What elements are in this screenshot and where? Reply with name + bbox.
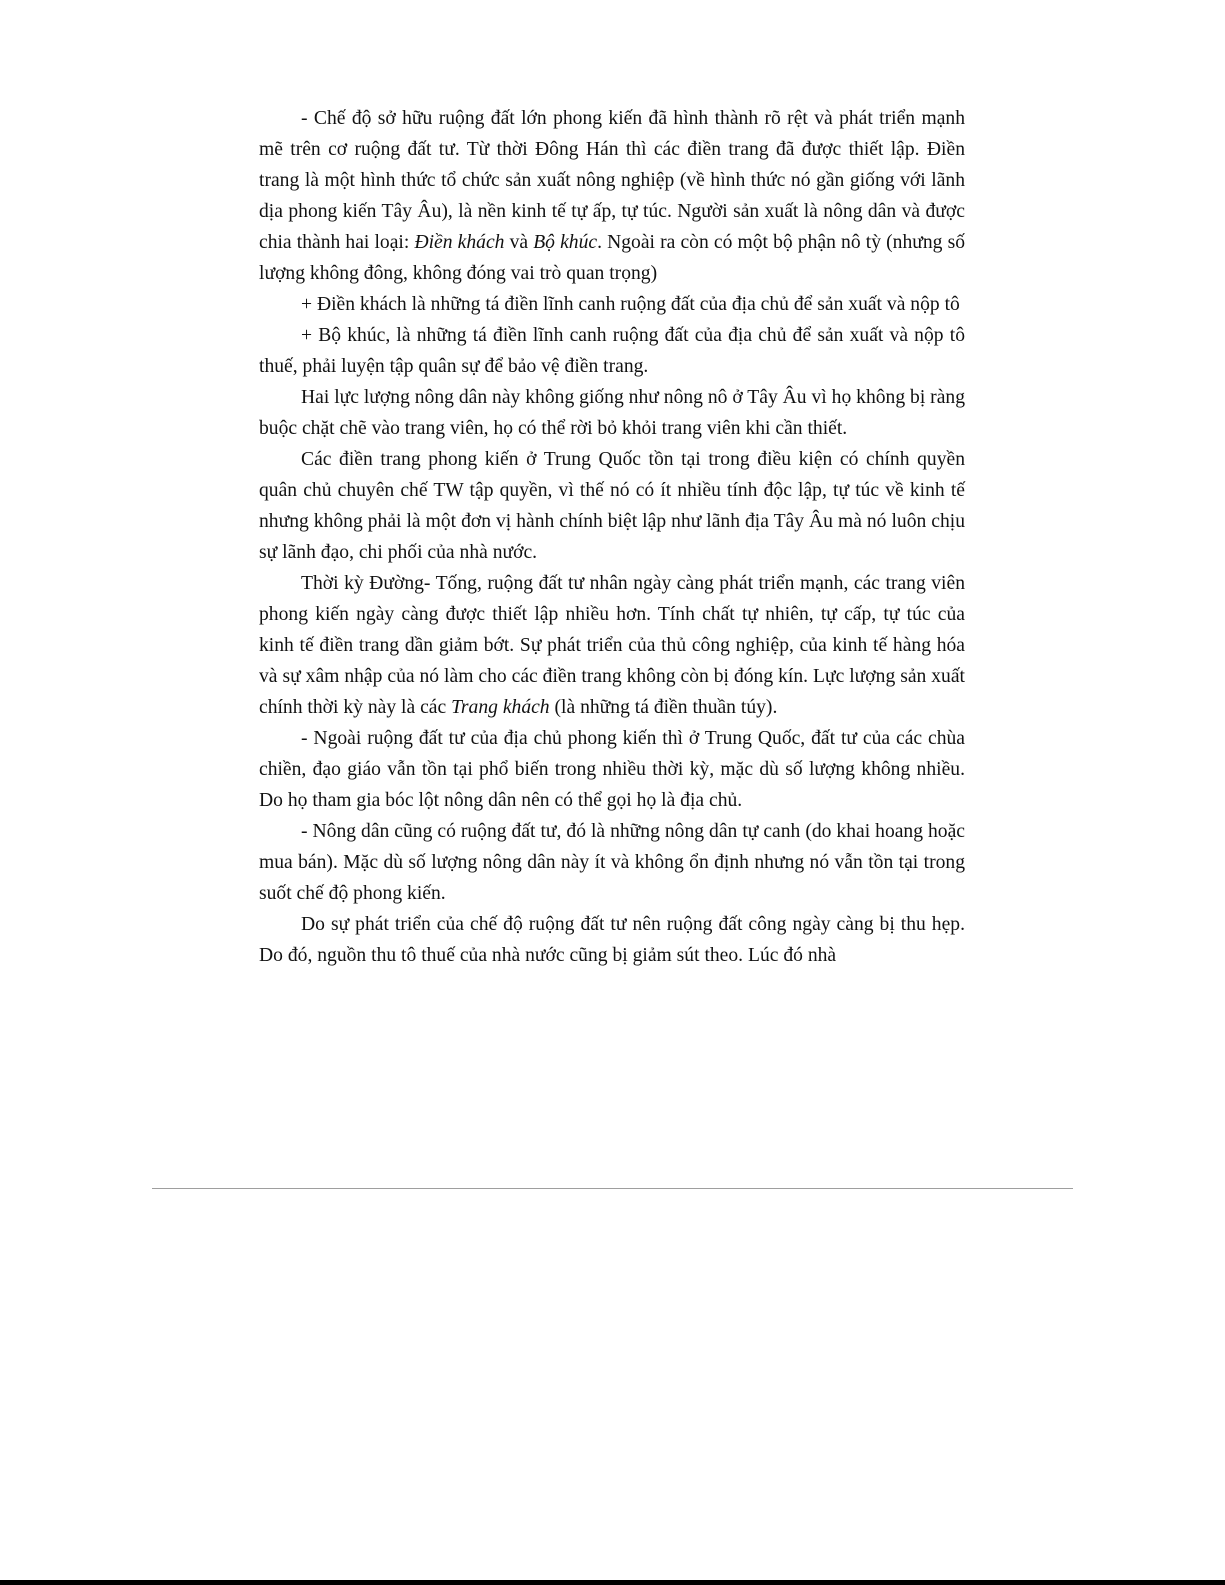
term-dien-khach: Điền khách	[414, 232, 505, 253]
text-segment: - Chế độ sở hữu ruộng đất lớn phong kiến đã hình thành rõ rệt và phát triển mạnh mẽ trên cơ ruộng đất tư. Từ thời Đông Hán thì các điền trang đã được thiết lập. Điền trang là một hình thức tổ chức sản xuất nông nghiệp (về hình thức nó gần giống với lãnh dịa phong kiến Tây Âu), là nền kinh tế tự ấp, tự túc. Người sản xuất là nông dân và được chia thành hai loại:	[259, 108, 965, 253]
term-bo-khuc: Bộ khúc	[533, 232, 598, 253]
paragraph-bo-khuc-definition	[259, 320, 965, 382]
text-segment: Thời kỳ Đường- Tống, ruộng đất tư nhân ngày càng phát triển mạnh, các trang viên phong kiến ngày càng được thiết lập nhiều hơn. Tính chất tự nhiên, tự cấp, tự túc của kinh tế điền trang dần giảm bớt. Sự phát triển của thủ công nghiệp, của kinh tế hàng hóa và sự xâm nhập của nó làm cho các điền trang không còn bị đóng kín. Lực lượng sản xuất chính thời kỳ này là các	[259, 573, 965, 718]
text-segment: - Nông dân cũng có ruộng đất tư, đó là những nông dân tự canh (do khai hoang hoặc mua bán). Mặc dù số lượng nông dân này ít và không ổn định nhưng nó vẫn tồn tại trong suốt chế độ phong kiến.	[259, 821, 965, 904]
text-segment: Các điền trang phong kiến ở Trung Quốc tồn tại trong điều kiện có chính quyền quân chủ chuyên chế TW tập quyền, vì thế nó có ít nhiều tính độc lập, tự túc về kinh tế nhưng không phải là một đơn vị hành chính biệt lập như lãnh địa Tây Âu mà nó luôn chịu sự lãnh đạo, chi phối của nhà nước.	[259, 449, 965, 563]
text-segment: . Ngoài ra còn có một bộ phận nô tỳ (nhưng số lượng không đông, không đóng vai trò quan trọng)	[259, 232, 965, 284]
paragraph-temple-land	[259, 723, 965, 816]
text-segment: + Điền khách là những tá điền lĩnh canh ruộng đất của địa chủ để sản xuất và nộp tô	[301, 294, 960, 315]
text-segment: và	[504, 232, 534, 253]
paragraph-large-land-ownership	[259, 103, 965, 289]
paragraph-peasant-comparison	[259, 382, 965, 444]
page-divider	[152, 1188, 1073, 1189]
paragraph-dien-khach-definition	[259, 289, 965, 320]
page-bottom-edge	[0, 1580, 1225, 1585]
paragraph-public-land-decline	[259, 909, 965, 971]
text-segment: Hai lực lượng nông dân này không giống như nông nô ở Tây Âu vì họ không bị ràng buộc chặt chẽ vào trang viên, họ có thể rời bỏ khỏi trang viên khi cần thiết.	[259, 387, 965, 439]
text-segment: + Bộ khúc, là những tá điền lĩnh canh ruộng đất của địa chủ để sản xuất và nộp tô thuế, phải luyện tập quân sự để bảo vệ điền trang.	[259, 325, 965, 377]
text-segment: - Ngoài ruộng đất tư của địa chủ phong kiến thì ở Trung Quốc, đất tư của các chùa chiền, đạo giáo vẫn tồn tại phổ biến trong nhiều thời kỳ, mặc dù số lượng không nhiều. Do họ tham gia bóc lột nông dân nên có thể gọi họ là địa chủ.	[259, 728, 965, 811]
document-body	[259, 103, 965, 971]
term-trang-khach: Trang khách	[451, 697, 550, 718]
text-segment: Do sự phát triển của chế độ ruộng đất tư nên ruộng đất công ngày càng bị thu hẹp. Do đó, nguồn thu tô thuế của nhà nước cũng bị giảm sút theo. Lúc đó nhà	[259, 914, 965, 966]
text-segment: (là những tá điền thuần túy).	[549, 697, 778, 718]
paragraph-peasant-land	[259, 816, 965, 909]
paragraph-tang-song-period	[259, 568, 965, 723]
paragraph-estates-in-china	[259, 444, 965, 568]
